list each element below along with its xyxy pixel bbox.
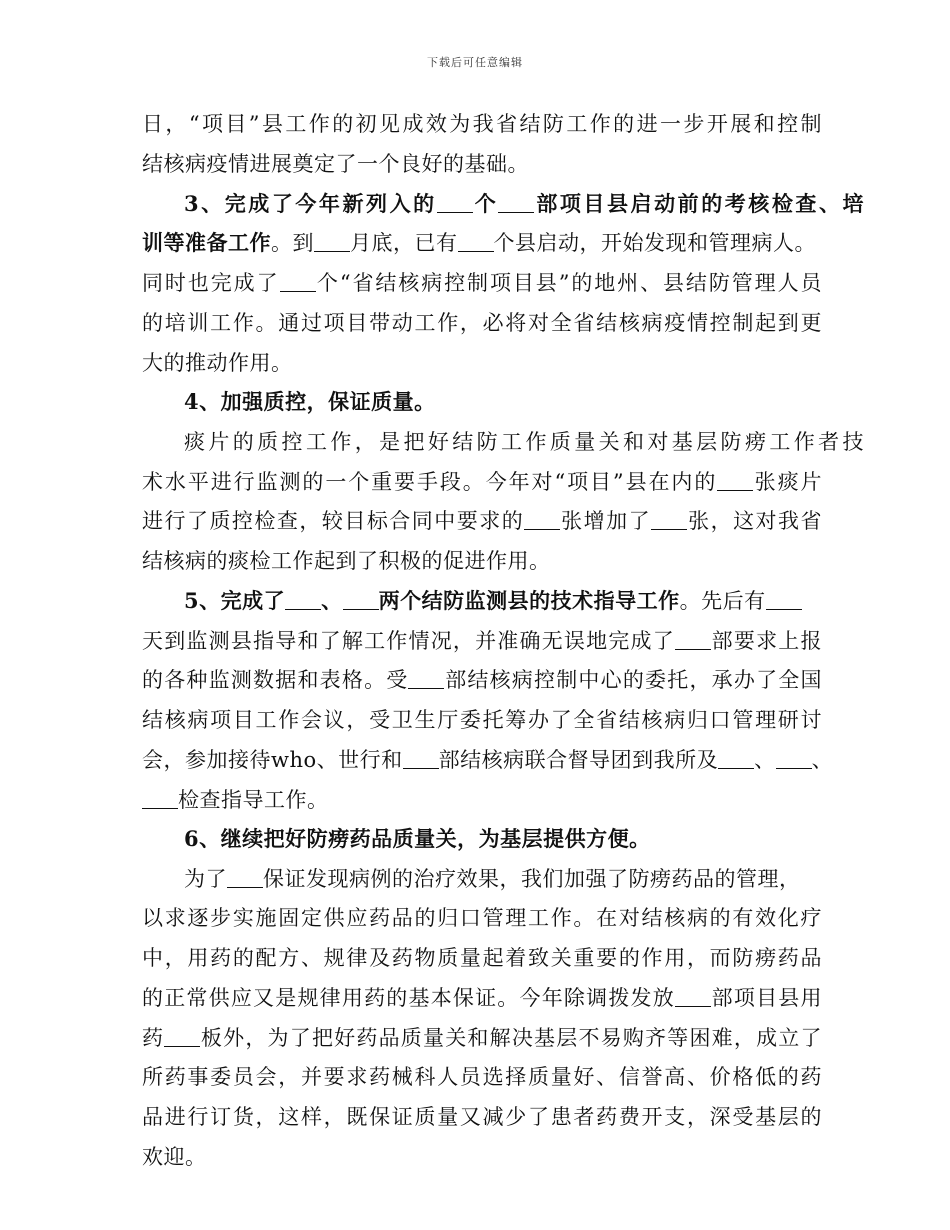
blank-line bbox=[403, 748, 439, 769]
blank-line bbox=[524, 509, 560, 530]
text-line: 大的推动作用。 bbox=[142, 351, 293, 375]
text-line: 结核病的痰检工作起到了积极的促进作用。 bbox=[142, 549, 551, 573]
text-line: 会，参加接待who、世行和 部结核病联合督导团到我所及 、 、 bbox=[142, 748, 834, 772]
text-line: 为了 保证发现病例的治疗效果，我们加强了防痨药品的管理， bbox=[184, 867, 801, 891]
blank-line bbox=[651, 509, 687, 530]
page-header: 下载后可任意编辑 bbox=[427, 56, 523, 69]
blank-line bbox=[675, 986, 711, 1007]
blank-line bbox=[280, 271, 316, 292]
text-line: 中，用药的配方、规律及药物质量起着致关重要的作用，而防痨药品 bbox=[142, 946, 822, 970]
blank-line bbox=[164, 1026, 200, 1047]
text-line: 结核病疫情进展奠定了一个良好的基础。 bbox=[142, 152, 529, 176]
section-heading-6: 6、继续把好防痨药品质量关，为基层提供方便。 bbox=[184, 826, 651, 851]
text-line: 的各种监测数据和表格。受 部结核病控制中心的委托，承办了全国 bbox=[142, 668, 823, 692]
text-line: 同时也完成了 个“省结核病控制项目县”的地州、县结防管理人员 bbox=[142, 271, 822, 295]
text-line: 以求逐步实施固定供应药品的归口管理工作。在对结核病的有效化疗 bbox=[142, 906, 822, 930]
blank-line bbox=[314, 231, 350, 252]
blank-line bbox=[766, 589, 802, 610]
blank-line bbox=[717, 470, 753, 491]
blank-line bbox=[437, 192, 473, 213]
text-line: 所药事委员会，并要求药械科人员选择质量好、信誉高、价格低的药 bbox=[142, 1065, 822, 1089]
text-line: 术水平进行监测的一个重要手段。今年对“项目”县在内的 张痰片 bbox=[142, 470, 822, 494]
blank-line bbox=[675, 629, 711, 650]
blank-line bbox=[498, 192, 534, 213]
text-line: 训等准备工作。到 月底，已有 个县启动，开始发现和管理病人。 bbox=[142, 230, 816, 255]
text-line: 天到监测县指导和了解工作情况，并准确无误地完成了 部要求上报 bbox=[142, 629, 823, 653]
text-line: 检查指导工作。 bbox=[142, 786, 822, 814]
text-line: 进行了质控检查，较目标合同中要求的 张增加了 张，这对我省 bbox=[142, 509, 823, 533]
text-line: 的培训工作。通过项目带动工作，必将对全省结核病疫情控制起到更 bbox=[142, 311, 822, 335]
blank-line bbox=[458, 231, 494, 252]
text-line: 日，“项目”县工作的初见成效为我省结防工作的进一步开展和控制 bbox=[142, 112, 822, 136]
text-line: 痰片的质控工作，是把好结防工作质量关和对基层防痨工作者技 bbox=[184, 430, 864, 454]
text-line: 药 板外，为了把好药品质量关和解决基层不易购齐等困难，成立了 bbox=[142, 1026, 823, 1050]
section-heading-4: 4、加强质控，保证质量。 bbox=[184, 389, 436, 414]
blank-line bbox=[718, 748, 754, 769]
text-line: 品进行订货，这样，既保证质量又减少了患者药费开支，深受基层的 bbox=[142, 1105, 822, 1129]
blank-line bbox=[227, 867, 263, 888]
blank-line bbox=[285, 589, 321, 610]
text-line: 的正常供应又是规律用药的基本保证。今年除调拨发放 部项目县用 bbox=[142, 986, 823, 1010]
blank-line bbox=[343, 589, 379, 610]
text-line: 欢迎。 bbox=[142, 1145, 207, 1169]
text-line: 结核病项目工作会议，受卫生厅委托筹办了全省结核病归口管理研讨 bbox=[142, 708, 822, 732]
section-heading-5: 5、完成了 、 两个结防监测县的技术指导工作。先后有 bbox=[142, 587, 864, 615]
blank-line bbox=[776, 748, 812, 769]
blank-line bbox=[142, 788, 178, 809]
section-heading-3: 3、完成了今年新列入的 个 部项目县启动前的考核检查、培 bbox=[184, 191, 864, 216]
blank-line bbox=[408, 668, 444, 689]
